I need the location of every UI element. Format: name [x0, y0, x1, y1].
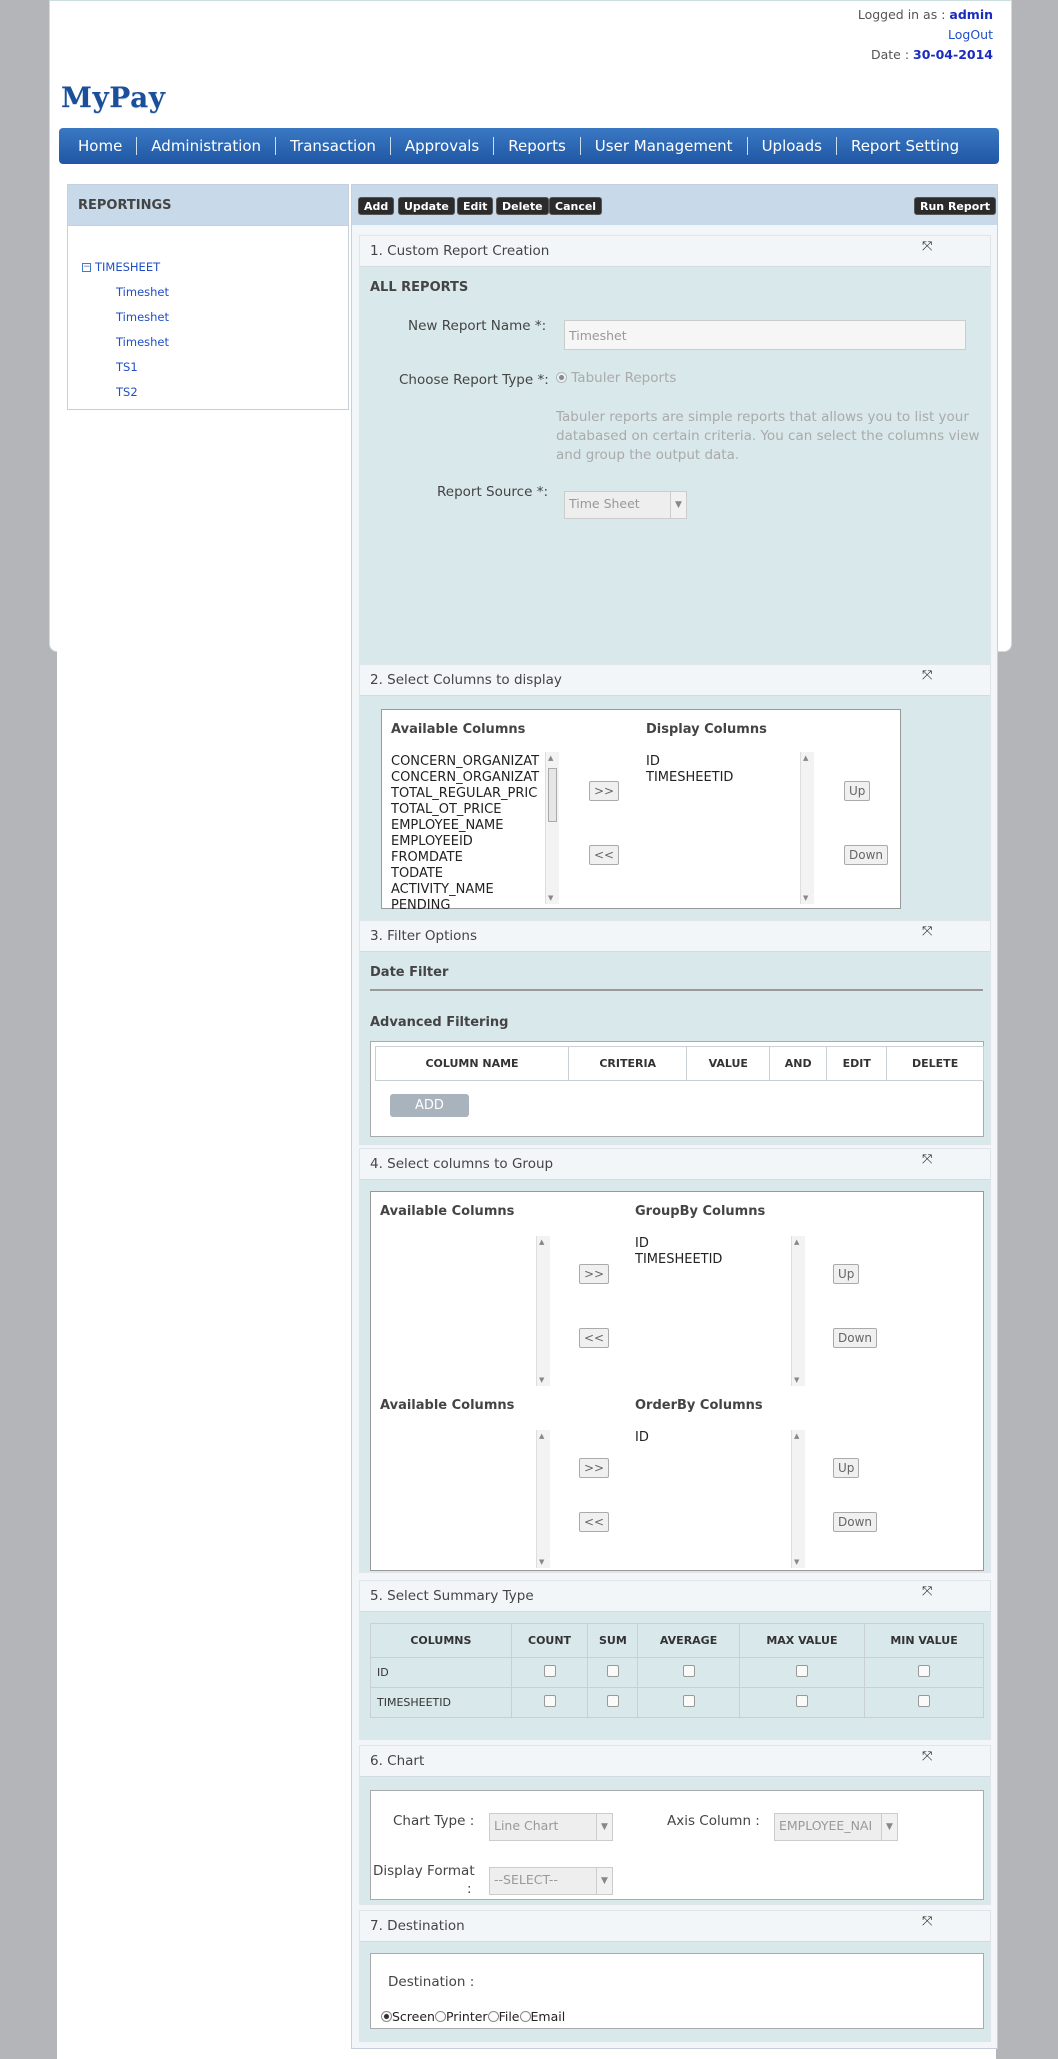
scrollbar[interactable]: ▲ ▼ [791, 1236, 805, 1386]
checkbox[interactable] [607, 1665, 619, 1677]
tree-item[interactable]: Timeshet [116, 335, 170, 349]
summary-cell [865, 1658, 984, 1688]
mypay-logo[interactable]: MyPay [61, 81, 166, 114]
summary-cell [511, 1658, 588, 1688]
add-button[interactable]: Add [358, 197, 394, 215]
display-columns-heading: Display Columns [646, 722, 767, 737]
summary-cell [638, 1688, 739, 1718]
summary-column-header: COUNT [511, 1624, 588, 1658]
move-down-button[interactable]: Down [833, 1512, 877, 1532]
destination-option-label: Email [530, 2009, 566, 2024]
add-group-button[interactable]: >> [579, 1264, 609, 1284]
filter-column-header: VALUE [687, 1047, 770, 1081]
filter-column-header: DELETE [887, 1047, 984, 1081]
chevron-down-icon: ▼ [596, 1814, 612, 1840]
expand-icon[interactable]: ⤧ [922, 1584, 933, 1599]
tree-item[interactable]: TS1 [116, 360, 138, 374]
destination-option-label: File [498, 2009, 520, 2024]
filter-box [370, 1041, 984, 1137]
radio-icon[interactable] [435, 2011, 446, 2022]
list-item[interactable]: ACTIVITY_NAME [391, 882, 494, 897]
summary-cell [511, 1688, 588, 1718]
destination-label: Destination : [388, 1974, 475, 1990]
nav-item-approvals[interactable]: Approvals [391, 137, 494, 155]
summary-table [370, 1623, 984, 1718]
delete-button[interactable]: Delete [496, 197, 549, 215]
user-info [858, 5, 993, 65]
chart-type-label: Chart Type : [393, 1813, 475, 1829]
logged-in-label: Logged in as : [857, 7, 946, 22]
checkbox[interactable] [544, 1695, 556, 1707]
section-custom-report [359, 235, 991, 701]
summary-cell [865, 1688, 984, 1718]
cancel-button[interactable]: Cancel [549, 197, 602, 215]
move-up-button[interactable]: Up [844, 781, 870, 801]
summary-cell [739, 1658, 864, 1688]
list-item[interactable]: PENDING [391, 898, 451, 913]
update-button[interactable]: Update [398, 197, 455, 215]
remove-order-button[interactable]: << [579, 1512, 609, 1532]
list-item[interactable]: ID [646, 754, 660, 769]
destination-option-email[interactable] [520, 2009, 566, 2024]
display-format-select[interactable]: --SELECT-- ▼ [489, 1867, 613, 1895]
destination-option-label: Printer [445, 2009, 488, 2024]
main-nav [59, 128, 999, 164]
section-filter-options [359, 920, 991, 1145]
columns-display-box [381, 709, 901, 913]
logout-link[interactable]: LogOut [948, 27, 993, 42]
radio-icon[interactable] [520, 2011, 531, 2022]
list-item[interactable]: TIMESHEETID [646, 770, 734, 785]
destination-option-file[interactable] [488, 2009, 520, 2024]
username: admin [949, 7, 993, 22]
section-summary-type [359, 1580, 991, 1740]
sidebar-title: REPORTINGS [67, 184, 349, 226]
expand-icon[interactable]: ⤧ [922, 668, 933, 683]
section-title: 3. Filter Options [370, 928, 477, 944]
groupby-columns-heading: GroupBy Columns [635, 1204, 766, 1219]
report-type-radio[interactable]: Tabuler Reports [556, 370, 676, 386]
chevron-down-icon: ▼ [881, 1814, 897, 1840]
divider [370, 989, 983, 991]
date-filter-heading: Date Filter [370, 965, 449, 980]
move-down-button[interactable]: Down [833, 1328, 877, 1348]
section-title: 1. Custom Report Creation [370, 243, 550, 259]
tree-root-timesheet[interactable]: − TIMESHEET [83, 260, 161, 274]
report-source-label: Report Source *: [437, 484, 548, 500]
group-box [370, 1191, 984, 1571]
summary-cell [638, 1658, 739, 1688]
tree-item[interactable]: Timeshet [116, 310, 170, 324]
destination-option-label: Screen [392, 2009, 435, 2024]
report-panel [351, 184, 998, 2049]
nav-item-report-setting[interactable]: Report Setting [850, 137, 960, 155]
nav-item-uploads[interactable]: Uploads [748, 137, 837, 155]
destination-option-printer[interactable] [435, 2009, 488, 2024]
section-title: 4. Select columns to Group [370, 1156, 554, 1172]
summary-cell [739, 1688, 864, 1718]
section-title: 7. Destination [370, 1918, 465, 1934]
run-report-button[interactable]: Run Report [914, 197, 996, 215]
edit-button[interactable]: Edit [457, 197, 493, 215]
available-columns-heading: Available Columns [380, 1204, 515, 1219]
section-group-columns [359, 1148, 991, 1573]
list-item[interactable]: CONCERN_ORGANIZAT [391, 770, 540, 785]
move-down-button[interactable]: Down [844, 845, 888, 865]
destination-option-screen[interactable] [381, 2009, 435, 2024]
nav-item-reports[interactable]: Reports [494, 137, 581, 155]
available-columns-list[interactable] [391, 754, 543, 913]
chevron-down-icon: ▼ [670, 492, 686, 518]
table-row [371, 1688, 984, 1718]
radio-icon[interactable] [488, 2011, 499, 2022]
list-item[interactable]: ID [635, 1430, 649, 1445]
destination-options [381, 2009, 565, 2024]
section-destination [359, 1910, 991, 2042]
checkbox[interactable] [796, 1695, 808, 1707]
report-type-label: Choose Report Type *: [399, 372, 549, 388]
collapse-icon[interactable]: − [83, 261, 91, 272]
list-item[interactable]: FROMDATE [391, 850, 463, 865]
checkbox[interactable] [544, 1665, 556, 1677]
summary-column-header: MIN VALUE [865, 1624, 984, 1658]
move-up-button[interactable]: Up [833, 1458, 859, 1478]
summary-column-header: MAX VALUE [739, 1624, 864, 1658]
axis-column-label: Axis Column : [667, 1813, 760, 1829]
expand-icon[interactable]: ⤧ [922, 1749, 933, 1764]
list-item[interactable]: TODATE [391, 866, 443, 881]
radio-icon[interactable] [381, 2011, 392, 2022]
available-columns-heading: Available Columns [391, 722, 526, 737]
scrollbar[interactable]: ▲ ▼ [800, 752, 814, 904]
report-source-select[interactable]: Time Sheet ▼ [564, 491, 687, 519]
chart-box [370, 1790, 984, 1900]
list-item[interactable]: ID [635, 1236, 649, 1251]
nav-item-user-management[interactable]: User Management [581, 137, 748, 155]
filter-column-header: COLUMN NAME [376, 1047, 569, 1081]
orderby-columns-list[interactable] [635, 1430, 785, 1568]
add-filter-button[interactable]: ADD [390, 1094, 469, 1117]
list-item[interactable]: EMPLOYEE_NAME [391, 818, 504, 833]
expand-icon[interactable]: ⤧ [922, 1152, 933, 1167]
section-chart [359, 1745, 991, 1905]
list-item[interactable]: TOTAL_OT_PRICE [391, 802, 502, 817]
sidebar-tree [67, 226, 349, 410]
tree-item[interactable]: TS2 [116, 385, 138, 399]
axis-column-select[interactable]: EMPLOYEE_NAI ▼ [774, 1813, 898, 1841]
available-columns-heading: Available Columns [380, 1398, 515, 1413]
filter-column-header: AND [770, 1047, 827, 1081]
list-item[interactable]: TIMESHEETID [635, 1252, 723, 1267]
date-label: Date : [870, 47, 910, 62]
nav-item-home[interactable]: Home [64, 137, 137, 155]
summary-cell [588, 1688, 638, 1718]
list-item[interactable]: CONCERN_ORGANIZAT [391, 754, 540, 769]
nav-item-administration[interactable]: Administration [137, 137, 276, 155]
advanced-filtering-heading: Advanced Filtering [370, 1015, 509, 1030]
add-column-button[interactable]: >> [589, 781, 619, 801]
list-item[interactable]: EMPLOYEEID [391, 834, 473, 849]
table-row [371, 1658, 984, 1688]
summary-column-header: COLUMNS [371, 1624, 512, 1658]
expand-icon[interactable]: ⤧ [922, 239, 933, 254]
filter-column-header: CRITERIA [569, 1047, 687, 1081]
summary-cell [588, 1658, 638, 1688]
expand-icon[interactable]: ⤧ [922, 924, 933, 939]
current-date: 30-04-2014 [913, 47, 993, 62]
orderby-columns-heading: OrderBy Columns [635, 1398, 763, 1413]
checkbox[interactable] [683, 1695, 695, 1707]
chart-type-select[interactable]: Line Chart ▼ [489, 1813, 613, 1841]
checkbox[interactable] [683, 1665, 695, 1677]
checkbox[interactable] [918, 1665, 930, 1677]
checkbox[interactable] [796, 1665, 808, 1677]
report-name-label: New Report Name *: [408, 318, 547, 334]
expand-icon[interactable]: ⤧ [922, 1914, 933, 1929]
scrollbar[interactable]: ▲ ▼ [791, 1430, 805, 1568]
scrollbar[interactable]: ▲ ▼ [545, 752, 559, 904]
section-columns-display [359, 664, 991, 921]
all-reports-heading: ALL REPORTS [370, 280, 469, 295]
tree-item[interactable]: Timeshet [116, 285, 170, 299]
display-format-colon: : [467, 1881, 472, 1897]
summary-column-header: AVERAGE [638, 1624, 739, 1658]
display-columns-list[interactable] [646, 754, 798, 904]
groupby-columns-list[interactable] [635, 1236, 785, 1386]
list-item[interactable]: TOTAL_REGULAR_PRIC [391, 786, 538, 801]
nav-item-transaction[interactable]: Transaction [276, 137, 391, 155]
summary-column-header: SUM [588, 1624, 638, 1658]
remove-column-button[interactable]: << [589, 845, 619, 865]
chevron-down-icon: ▼ [596, 1868, 612, 1894]
summary-row-label: TIMESHEETID [371, 1688, 512, 1718]
checkbox[interactable] [607, 1695, 619, 1707]
section-title: 2. Select Columns to display [370, 672, 562, 688]
section-title: 6. Chart [370, 1753, 425, 1769]
toolbar [352, 185, 997, 225]
remove-group-button[interactable]: << [579, 1328, 609, 1348]
filter-column-header: EDIT [827, 1047, 887, 1081]
scrollbar[interactable]: ▲ ▼ [536, 1236, 550, 1386]
move-up-button[interactable]: Up [833, 1264, 859, 1284]
display-format-label: Display Format [373, 1863, 475, 1879]
summary-header-row [371, 1624, 984, 1658]
checkbox[interactable] [918, 1695, 930, 1707]
report-name-input[interactable]: Timeshet [564, 320, 966, 350]
scrollbar[interactable]: ▲ ▼ [536, 1430, 550, 1568]
section-title: 5. Select Summary Type [370, 1588, 534, 1604]
summary-row-label: ID [371, 1658, 512, 1688]
report-type-description: Tabuler reports are simple reports that allows you to list your databased on certain criteria. You can select the columns view and group the output data. [556, 409, 980, 463]
add-order-button[interactable]: >> [579, 1458, 609, 1478]
destination-box [370, 1953, 984, 2029]
filter-table [375, 1046, 984, 1081]
